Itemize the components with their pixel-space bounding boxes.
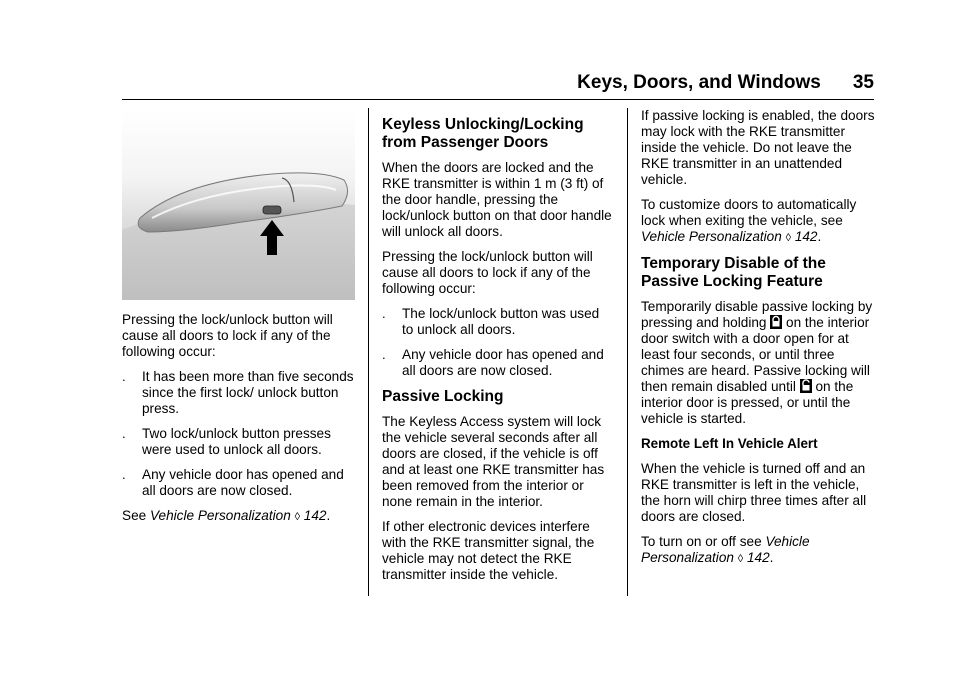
paragraph: If passive locking is enabled, the doors may lock with the RKE transmitter inside the vehicle. Do not leave the RKE transmitter in an unattended vehicle.: [641, 108, 875, 187]
page-reference-arrow-icon: ◊: [737, 553, 744, 565]
column-1: [122, 110, 358, 534]
reference-page[interactable]: 142: [303, 508, 327, 523]
lock-icon: [770, 315, 782, 329]
see-reference: To turn on or off see Vehicle Personalization ◊ 142.: [641, 534, 810, 565]
column-divider-left: [368, 108, 369, 596]
door-handle-figure: [122, 110, 355, 300]
page-header: [122, 72, 874, 94]
reference-link[interactable]: Vehicle Personalization: [149, 508, 291, 523]
reference-page[interactable]: 142: [746, 550, 770, 565]
column-2: [382, 112, 614, 592]
reference-page[interactable]: 142: [794, 229, 818, 244]
heading-temporary-disable: Temporary Disable of the Passive Locking Feature: [641, 255, 826, 290]
page-reference-arrow-icon: ◊: [294, 511, 300, 523]
paragraph: If other electronic devices interfere with the RKE transmitter signal, the vehicle may not detect the RKE transmitter inside the vehicle.: [382, 519, 595, 582]
list-item: . The lock/unlock button was used to unlock all doors.: [382, 306, 600, 337]
reference-link[interactable]: Vehicle Personalization: [641, 534, 810, 565]
column-3: [641, 108, 877, 576]
list-item: . Two lock/unlock button presses were used to unlock all doors.: [122, 426, 331, 457]
paragraph: When the vehicle is turned off and an RKE transmitter is left in the vehicle, the horn will chirp three times after all doors are closed.: [641, 461, 867, 524]
heading-remote-left-alert: Remote Left In Vehicle Alert: [641, 436, 818, 451]
paragraph: Temporarily disable passive locking by pressing and holding on the interior door switch with a door open for at least four seconds, or until three chimes are heard. Passive locking will then remain disabled until on the interior door is pressed, or until the vehicle is started.: [641, 299, 873, 426]
list-item: . Any vehicle door has opened and all doors are now closed.: [122, 467, 344, 498]
reference-link[interactable]: Vehicle Personalization: [641, 229, 782, 244]
intro-paragraph: Pressing the lock/unlock button will cause all doors to lock if any of the following occur:: [122, 312, 333, 359]
see-reference: See Vehicle Personalization ◊ 142.: [122, 508, 331, 523]
heading-passive-locking: Passive Locking: [382, 388, 504, 405]
header-rule: [122, 99, 874, 100]
page-reference-arrow-icon: ◊: [785, 232, 792, 244]
unlock-icon: [800, 379, 812, 393]
paragraph: To customize doors to automatically lock when exiting the vehicle, see Vehicle Personalization ◊ 142.: [641, 197, 857, 244]
paragraph: When the doors are locked and the RKE transmitter is within 1 m (3 ft) of the door handle, pressing the lock/unlock button on that door handle will unlock all doors.: [382, 160, 612, 239]
column-divider-right: [627, 108, 628, 596]
heading-keyless-unlocking: Keyless Unlocking/Locking from Passenger Doors: [382, 116, 584, 151]
section-title: Keys, Doors, and Windows: [577, 72, 821, 93]
page-number: 35: [852, 72, 874, 93]
paragraph: Pressing the lock/unlock button will cause all doors to lock if any of the following occur:: [382, 249, 593, 296]
list-item: . Any vehicle door has opened and all doors are now closed.: [382, 347, 604, 378]
list-item: . It has been more than five seconds since the first lock/ unlock button press.: [122, 369, 354, 416]
paragraph: The Keyless Access system will lock the vehicle several seconds after all doors are closed, if the vehicle is off and at least one RKE transmitter has been removed from the interior or none remain in the interior.: [382, 414, 605, 509]
